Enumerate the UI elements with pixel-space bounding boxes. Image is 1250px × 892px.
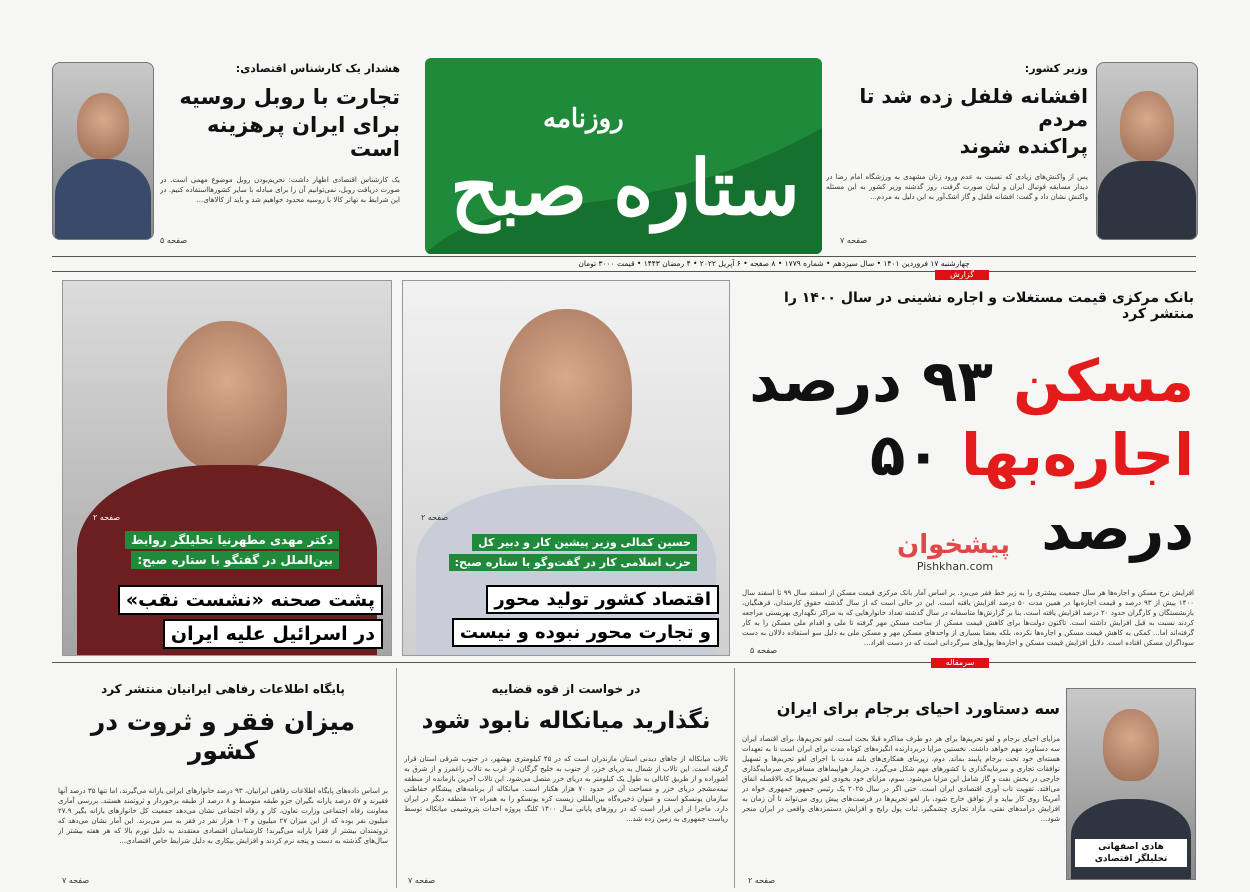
top-right-page[interactable]: صفحه ۷	[840, 236, 868, 245]
main-story-tag: گزارش	[935, 270, 989, 280]
main-story-body: افزایش نرخ مسکن و اجاره‌ها هر سال جمعیت بیشتری را به زیر خط فقر می‌برد. بر اساس آمار بانک مرکزی قیمت مسکن از اسفند سال ۹۹ تا اسفند سال ۱۴۰۰ بیش از ۹۳ درصد و قیمت اجاره‌بها در همین مدت ۵۰ درصد افزایش یافته است. این در حالی است که از سال گذشته حقوق کارمندان، فرهنگیان، بازنشستگان و کارگران حدود ۲۰ درصد افزایش یافته است. بنا بر گزارش‌ها متاسفانه در سال گذشته تعداد خانوارهایی که به مراکز نگهداری بهزیستی مراجعه کردند نسبت به قبل افزایش داشته است. تاکنون دولت‌ها برای کاهش قیمت مسکن از ساخت مسکن مهر گرفته تا ملی و اقدام ملی مسکن را به کار گرفته‌اند اما... کمکی به کاهش قیمت مسکن و اجاره‌ها نکرده، بلکه بعضا بسیاری از واحدهای مسکن مهر و مسکن ملی به دلیل سو استفاده دلالان به دست سوداگران مسکن افتاده است. دلایل افزایش قیمت مسکن و اجاره‌ها پول‌های سرگردانی است که در دست افراد...	[742, 589, 1194, 647]
bottom-left-body: بر اساس داده‌های پایگاه اطلاعات رفاهی ایرانیان، ۹۳ درصد خانوارهای ایرانی یارانه می‌گیرند، اما تنها ۳۵ درصد آنها فقیرند و ۵۷ درصد یارانه بگیران جزو طبقه متوسط و ۸ درصد از طبقه برخوردار و ثروتمند هستند. بررسی آماری معاونت رفاه اجتماعی وزارت تعاون، کار و رفاه اجتماعی نشان می‌دهد جمعیت کل خانوارهای یارانه بگیر ۲۷.۹ میلیون نفر بوده که از این میزان ۲۷ میلیون و ۱۰۳ هزار نفر در فقر به سر می‌برند. این آمار نشان می‌دهد که ثروتمندان بیشتر از فقرا یارانه می‌گیرند! کارشناسان اقتصادی معتقدند به دلیل تورم بالا که هر هفته بیشتر از سال‌های گذشته به دست و پنجه نرم کردند و افزایش بیکاری به دلیل شرایط خاص اقتصادی...	[58, 786, 388, 845]
bottom-center-page[interactable]: صفحه ۷	[408, 876, 436, 885]
bottom-right-story	[742, 700, 1060, 866]
bottom-center-body: تالاب میانکاله از جاهای دیدنی استان مازندران است که در ۴۵ کیلومتری بهشهر، در جنوب شرقی استان قرار گرفته است. این تالاب از شمال به دریای خزر، از جنوب به خلیج گرگان، از غرب به تالاب زاغمرز و از شرق به آشوراده و از طریق کانالی به طول یک کیلومتر به دریای خزر متصل می‌شود. این تالاب آخرین بازمانده از منطقه نیمه‌مشجر دریای خزر و مساحت آن در حدود ۷۰ هزار هکتار است. میانکاله از برنامه‌های پیشگام حفاظتی سازمان یونسکو است و عنوان ذخیره‌گاه بین‌المللی زیست کره یونسکو را به همراه ۱۲ منطقه دیگر در ایران دارد. ماجرا از این قرار است که در روزهای پایانی سال ۱۴۰۰ کلنگ پروژه احداث پتروشیمی میانکاله توسط ریاست جمهوری به زمین زده شد...	[404, 755, 728, 824]
top-left-story	[160, 62, 400, 207]
editorial-body: مزایای احیای برجام و لغو تحریم‌ها برای هر دو طرف مذاکره قبلا بحث است. لغو تحریم‌ها، برای اقتصاد ایران سه دستاورد مهم خواهد داشت. نخستین مزایا دربردارنده انگیزه‌های کوتاه مدت برای ایران است تا به تعهدات هسته‌ای خود تحت برجام پایبند بماند. دوم، زیربنای همکاری‌های بلند مدت با اجرای لغو تحریم‌ها و تسهیل توافقات تجاری و سرمایه‌گذاری با کشورهای مهم شکل می‌گیرد. خریدار هواپیماهای مسافربری سرمایه‌گذاری خارجی در بخش نفت و گاز شامل این مزایا می‌شود. سوم، مزایای خود بخودی لغو تحریم‌ها که بالاقصله اتفاق می‌افتد. تقویت تاب آوری اقتصادی ایران است. حتی اگر در سال ۲۰۲۵ یک رئیس جمهور جمهوری خواه در آمریکا روی کار بیاید و از توافق خارج شود، باز لغو تحریم‌ها در فرصت‌های پیش روی می‌تواند تا آن زمان به افزایش درآمدهای نفتی، مازاد تجاری چشمگیر، ثبات پول رایج و افزایش دستمزدهای واقعی در ایران منجر شود...	[742, 735, 1060, 824]
author-name: هادی اصفهانی	[1098, 842, 1164, 852]
top-right-story	[826, 62, 1088, 204]
economist-photo	[52, 62, 154, 240]
bottom-left-headline[interactable]: میزان فقر و ثروت در کشور	[90, 707, 356, 765]
main-headline-red-1: مسکن	[1013, 347, 1194, 415]
author-title: تحلیلگر اقتصادی	[1094, 854, 1168, 864]
bottom-left-story	[58, 682, 388, 878]
bottom-center-story	[404, 682, 728, 846]
esfahani-photo	[1066, 688, 1196, 880]
divider-horizontal	[52, 662, 1196, 663]
bottom-left-kicker: پایگاه اطلاعات رفاهی ایرانیان منتشر کرد	[101, 682, 345, 696]
interview-left-caption-2: بین‌الملل در گفتگو با ستاره صبح:	[131, 551, 339, 569]
bottom-left-page[interactable]: صفحه ۷	[62, 876, 90, 885]
top-right-body: پس از واکنش‌های زیادی که نسبت به عدم ورود زنان مشهدی به ورزشگاه امام رضا در دیدار مسابقه فوتبال ایران و لبنان صورت گرفت، روز گذشته وزیر کشور به این مسئله واکنش نشان داد و گفت: افشانه فلفل و گاز اشک‌آور به این دلیل به مردم...	[826, 173, 1088, 201]
interview-right-panel[interactable]	[402, 280, 730, 656]
author-caption	[1075, 839, 1187, 867]
masthead-logo[interactable]	[425, 58, 822, 254]
dateline: چهارشنبه ۱۷ فروردین ۱۴۰۱ • سال سیزدهم • شماره ۱۷۷۹ • ۸ صفحه • ۶ آپریل ۲۰۲۲ • ۴ رمضان ۱۴۴۳ • قیمت ۳۰۰۰ تومان	[578, 259, 970, 268]
main-headline-black-2: ۵۰ درصد	[870, 421, 1194, 563]
bottom-center-kicker: در خواست از قوه قضاییه	[491, 682, 641, 696]
logo-word: ستاره صبح	[450, 143, 800, 232]
main-headline-red-2: اجاره‌بها	[961, 421, 1194, 489]
interview-right-caption-2: حزب اسلامی کار در گفت‌وگو با ستاره صبح:	[449, 554, 697, 571]
top-left-body: یک کارشناس اقتصادی اظهار داشت: تحریم‌بودن روبل موضوع مهمی است. در صورت دریافت روبل، نمی‌توانیم آن را برای مبادله با سایر کشورها‌استفاده کنیم. در این شرایط به تهاتر کالا با روسیه محدود خواهیم شد و باید از کالاهای...	[160, 176, 400, 205]
top-left-page[interactable]: صفحه ۵	[160, 236, 188, 245]
interview-right-page[interactable]: صفحه ۲	[421, 513, 449, 522]
top-right-headline-1[interactable]: افشانه فلفل زده شد تا مردم	[859, 84, 1088, 131]
main-headline-black-1: ۹۳ درصد	[749, 347, 993, 415]
top-left-headline-1[interactable]: تجارت با روبل روسیه	[179, 85, 400, 109]
interview-right-headline-1[interactable]: اقتصاد کشور تولید محور	[486, 585, 719, 614]
interview-left-panel[interactable]	[62, 280, 392, 656]
interview-left-headline-1[interactable]: پشت صحنه «نشست نقب»	[118, 585, 383, 615]
editorial-headline[interactable]: سه دستاورد احیای برجام برای ایران	[776, 699, 1060, 718]
top-left-headline-2[interactable]: برای ایران پرهزینه است	[206, 113, 400, 162]
top-right-kicker: وزیر کشور:	[1024, 62, 1088, 75]
dateline-bar	[52, 256, 1196, 272]
logo-sub: روزنامه	[543, 104, 624, 134]
editorial-page[interactable]: صفحه ۲	[748, 876, 776, 885]
main-story-kicker[interactable]: بانک مرکزی قیمت مستغلات و اجاره نشینی در سال ۱۴۰۰ را منتشر کرد	[784, 290, 1194, 322]
watermark	[897, 530, 1010, 573]
watermark-url: Pishkhan.com	[916, 560, 994, 573]
watermark-word: پیشخوان	[897, 530, 1010, 560]
editorial-tag: سرمقاله	[931, 658, 989, 668]
interview-right-headline-2[interactable]: و تجارت محور نبوده و نیست	[452, 618, 719, 647]
top-left-kicker: هشدار یک کارشناس اقتصادی:	[235, 62, 400, 75]
divider-vertical-center	[396, 668, 397, 888]
minister-photo	[1096, 62, 1198, 240]
top-right-headline-2[interactable]: پراکنده شوند	[959, 134, 1088, 158]
main-story	[742, 290, 1194, 688]
bottom-center-headline[interactable]: نگذارید میانکاله نابود شود	[421, 708, 711, 734]
interview-left-caption-1: دکتر مهدی مطهرنیا تحلیلگر روابط	[125, 531, 339, 549]
main-headline-line-1[interactable]	[742, 344, 1194, 418]
interview-left-page[interactable]: صفحه ۲	[93, 513, 121, 522]
divider-vertical-right	[734, 668, 735, 888]
main-story-page[interactable]: صفحه ۵	[750, 646, 778, 655]
interview-right-caption-1: حسین کمالی وزیر پیشین کار و دبیر کل	[472, 534, 697, 551]
interview-left-headline-2[interactable]: در اسرائیل علیه ایران	[163, 619, 383, 649]
